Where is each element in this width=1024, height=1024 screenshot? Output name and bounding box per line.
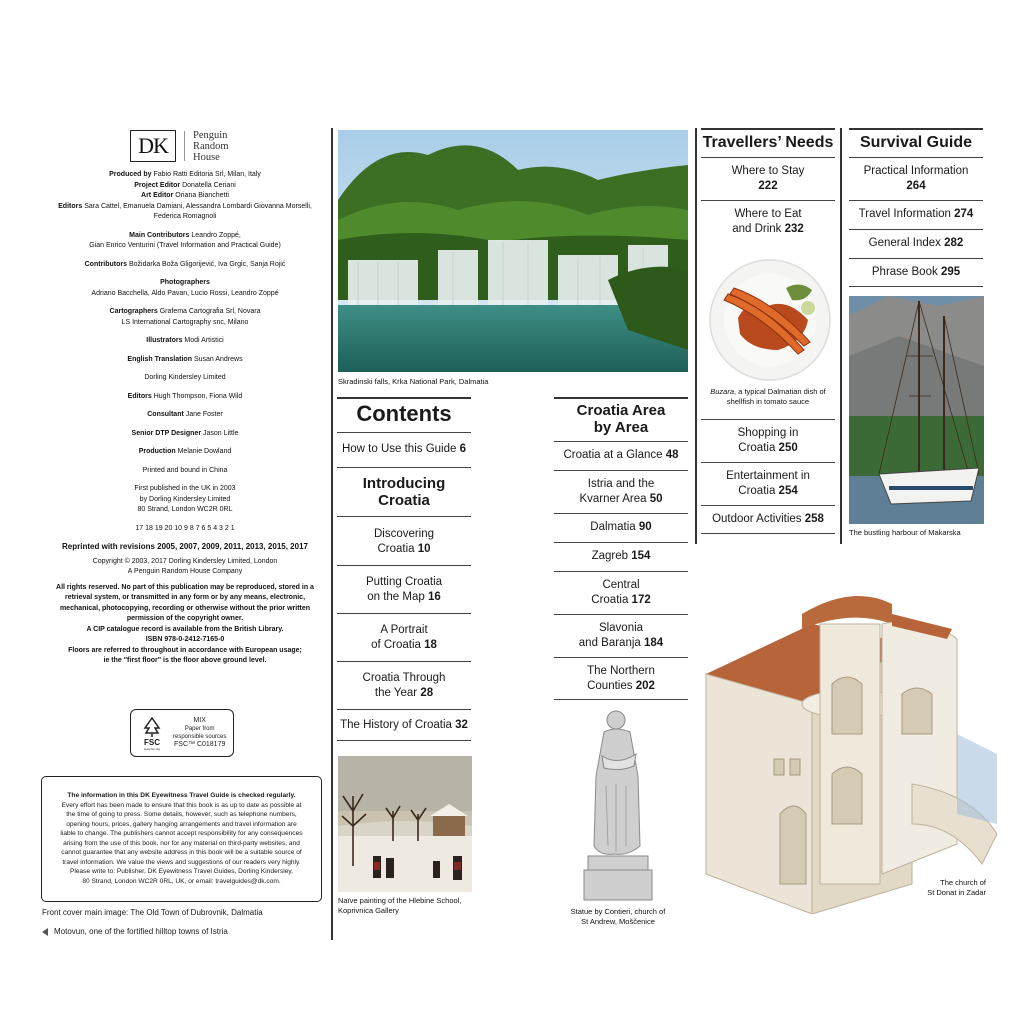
toc-page-number: 10 (417, 543, 431, 555)
toc-page-number: 16 (427, 591, 441, 603)
travellers-needs-column-lower (701, 419, 835, 539)
caption-line: Statue by Contieri, church of (570, 907, 666, 916)
fsc-line: responsible sources (173, 734, 227, 740)
toc-entry-central-croatia[interactable] (554, 578, 688, 608)
caption-line: Koprivnica Gallery (338, 906, 399, 915)
fsc-tree-icon (137, 716, 167, 751)
toc-entry-label: Counties (587, 680, 633, 692)
notice-line: travel information. We value the views and suggestions of our readers very highly. (62, 858, 301, 866)
toc-entry-where-to-eat[interactable] (701, 207, 835, 237)
section-heading-survival-guide: Survival Guide (859, 134, 973, 151)
divider (701, 505, 835, 506)
toc-entry-discovering[interactable] (337, 527, 471, 557)
credit-value: Hugh Thompson, Fiona Wild (153, 392, 243, 400)
section-heading-line: by Area (593, 419, 649, 436)
toc-entry-how-to-use[interactable] (337, 442, 471, 457)
cip-note: A CIP catalogue record is available from the British Library. (86, 625, 284, 633)
rights-text: retrieval system, or transmitted in any form or by any means, electronic, (64, 594, 306, 601)
divider (849, 128, 983, 130)
fsc-line: Paper from (184, 726, 215, 732)
credit-value: LS International Cartography snc, Milano (121, 318, 249, 326)
toc-page-number: 18 (424, 639, 437, 651)
divider (337, 432, 471, 433)
divider (554, 397, 688, 399)
toc-page-number: 28 (420, 687, 434, 699)
naive-caption (338, 896, 461, 916)
toc-entry-shopping[interactable] (701, 426, 835, 456)
toc-entry-putting-croatia[interactable] (337, 575, 471, 605)
contents-column (337, 397, 471, 742)
toc-entry-slavonia[interactable] (554, 621, 688, 651)
floors-note: Floors are referred to throughout in accordance with European usage; (68, 646, 302, 654)
fsc-code: FSC™ C018179 (174, 741, 226, 748)
divider (554, 470, 688, 471)
toc-entry-label: General Index (868, 237, 941, 249)
divider (337, 709, 471, 710)
toc-entry-label: Travel Information (858, 208, 951, 220)
credit-value: Melanie Dowland (177, 448, 232, 455)
credit-value: Fabio Ratti Editoria Srl, Milan, Italy (153, 171, 261, 178)
buzara-dish-image (708, 258, 832, 382)
caption-line: St Donat in Zadar (927, 888, 986, 897)
notice-heading: The information in this DK Eyewitness Travel Guide is checked regularly. (67, 792, 296, 799)
divider (554, 542, 688, 543)
divider (701, 200, 835, 201)
first-published: by Dorling Kindersley Limited (139, 495, 231, 503)
statue-caption (566, 907, 670, 927)
toc-entry-label: Kvarner Area (579, 493, 647, 505)
divider (849, 157, 983, 158)
divider (701, 419, 835, 420)
first-published: 80 Strand, London WC2R 0RL (137, 506, 233, 513)
credit-label: Photographers (160, 279, 210, 286)
dk-logo-mark: DK (130, 130, 176, 162)
divider (554, 699, 688, 700)
divider (554, 571, 688, 572)
credit-label: Cartographers (109, 308, 158, 315)
toc-page-number: 250 (778, 442, 798, 454)
toc-entry-phrase-book[interactable] (849, 265, 983, 280)
divider (849, 200, 983, 201)
fsc-badge (130, 709, 234, 757)
logo-divider (184, 131, 185, 161)
credit-value: Sara Cattel, Emanuela Damiani, Alessandra Lombardi Giovanna Morselli, (84, 202, 312, 210)
fsc-text (173, 717, 226, 749)
credit-label: Production (138, 448, 176, 455)
credit-value: Jason Little (203, 429, 239, 437)
divider (337, 467, 471, 468)
credit-label: Produced by (109, 171, 152, 178)
st-donat-caption (922, 878, 986, 898)
notice-line: Every effort has been made to ensure that this book is as up to date as possible at (61, 801, 302, 809)
rights-text: All rights reserved. No part of this publication may be reproduced, stored in a (56, 583, 314, 591)
toc-entry-entertainment[interactable] (701, 469, 835, 499)
toc-page-number: 264 (906, 180, 926, 192)
credit-value: Jane Foster (185, 411, 223, 418)
section-heading-introducing (337, 475, 471, 509)
credit-value: Donatella Ceriani (182, 181, 236, 189)
toc-entry-label: A Portrait (380, 624, 428, 636)
credit-label: Main Contributors (129, 231, 190, 239)
contents-title: Contents (356, 401, 452, 426)
buzara-caption (701, 387, 835, 407)
divider (849, 286, 983, 287)
toc-entry-practical-information[interactable] (849, 164, 983, 194)
statue-image (578, 706, 658, 904)
section-heading-line: Croatia Area (576, 402, 666, 419)
toc-entry-label: Croatia (738, 485, 776, 497)
divider (701, 128, 835, 130)
penguin-random-house-wordmark (193, 130, 229, 163)
credit-label: Senior DTP Designer (131, 429, 202, 437)
toc-entry-label: on the Map (367, 591, 425, 603)
credit-value: Gian Enrico Venturini (Travel Information and Practical Guide) (89, 242, 281, 249)
divider (701, 157, 835, 158)
credit-value: Dorling Kindersley Limited (144, 374, 226, 381)
toc-entry-history[interactable] (337, 718, 471, 733)
left-arrow-icon (42, 928, 48, 936)
notice-line: 80 Strand, London WC2R 0RL, UK, or email: travelguides@dk.com. (82, 877, 281, 885)
information-notice-box (41, 776, 322, 902)
toc-entry-label: Entertainment in (726, 470, 810, 482)
motovun-caption-text: Motovun, one of the fortified hilltop towns of Istria (54, 927, 228, 936)
rights-text: permission of the copyright owner. (126, 615, 244, 622)
toc-page-number: 222 (758, 180, 778, 192)
toc-page-number: 184 (644, 637, 664, 649)
toc-entry-label: Croatia (591, 594, 629, 606)
caption-line: St Andrew, Moščenice (581, 917, 655, 926)
credit-value: Modi Artistici (184, 337, 224, 344)
toc-page-number: 154 (631, 550, 651, 562)
divider (701, 533, 835, 534)
toc-entry-label: Where to Stay (731, 165, 805, 177)
divider (554, 513, 688, 514)
imprint-credits (50, 170, 320, 667)
section-heading-travellers-needs: Travellers’ Needs (702, 134, 834, 151)
toc-page-number: 282 (944, 237, 964, 249)
notice-line: arising from the use of this book, nor for any material on third-party websites, and (63, 839, 300, 847)
toc-entry-label: Where to Eat (734, 208, 802, 220)
toc-entry-label: Dalmatia (590, 521, 636, 533)
section-heading-line: Croatia (378, 492, 430, 509)
credit-label: Consultant (147, 411, 184, 418)
dk-logo (130, 128, 280, 164)
toc-entry-label: Croatia Through (362, 672, 446, 684)
credit-label: English Translation (127, 355, 192, 363)
credit-value: Susan Andrews (193, 355, 243, 363)
motovun-caption (42, 927, 228, 936)
toc-entry-istria[interactable] (554, 477, 688, 507)
publisher-line: House (193, 151, 220, 163)
credit-label: Contributors (84, 260, 128, 268)
column-rule (840, 128, 842, 544)
reprint-note: Reprinted with revisions 2005, 2007, 2009, 2011, 2013, 2015, 2017 (62, 542, 308, 551)
section-heading-area (554, 402, 688, 436)
credit-label: Editors (58, 202, 83, 210)
floors-note: ie the "first floor" is the floor above ground level. (103, 657, 267, 664)
divider (554, 657, 688, 658)
credit-value: Federica Romagnoli (153, 213, 217, 220)
krka-caption: Skradinski falls, Krka National Park, Dalmatia (338, 377, 489, 386)
toc-entry-label: Discovering (373, 528, 435, 540)
caption-italic: Buzara (710, 387, 735, 396)
toc-entry-label: and Drink (732, 223, 782, 235)
toc-entry-label: Zagreb (591, 550, 629, 562)
toc-entry-label: Croatia (377, 543, 415, 555)
makarska-caption: The bustling harbour of Makarska (849, 528, 961, 537)
naive-painting-image (338, 756, 472, 892)
notice-line: cannot guarantee that any website address in this book will be a suitable source of (61, 849, 302, 856)
credit-value: Božidarka Boža Gligorijević, Iva Grgic, Sanja Rojić (128, 260, 286, 268)
toc-page-number: 6 (459, 443, 467, 455)
divider (337, 740, 471, 741)
credit-value: Oriana Bianchetti (175, 192, 229, 199)
toc-page-number: 172 (631, 594, 651, 606)
toc-page-number: 202 (635, 680, 655, 692)
toc-entry-label: Putting Croatia (365, 576, 443, 588)
print-line: 17 18 19 20 10 9 8 7 6 5 4 3 2 1 (135, 524, 235, 532)
toc-entry-label: Practical Information (863, 165, 969, 177)
survival-guide-column (849, 128, 983, 290)
caption-line: The church of (940, 878, 986, 887)
credit-label: Illustrators (146, 337, 183, 344)
toc-entry-label: Croatia at a Glance (563, 449, 663, 461)
toc-entry-label: Shopping in (737, 427, 799, 439)
toc-page-number: 254 (778, 485, 798, 497)
rights-text: mechanical, photocopying, recording or otherwise without the prior written (59, 604, 311, 612)
toc-entry-label: the Year (374, 687, 418, 699)
credit-value: Grafema Cartografia Srl, Novara (159, 308, 261, 315)
publisher-line: Penguin (193, 129, 228, 141)
first-published: First published in the UK in 2003 (134, 485, 236, 492)
toc-page-number: 295 (940, 266, 961, 278)
toc-page-number: 274 (954, 208, 974, 220)
divider (337, 661, 471, 662)
column-rule (331, 128, 333, 940)
toc-page-number: 48 (665, 449, 679, 461)
printed-note: Printed and bound in China (142, 466, 228, 474)
fsc-label: FSC (144, 737, 160, 747)
caption-line: , a typical Dalmatian dish of (734, 387, 826, 396)
fsc-url: www.fsc.org (143, 746, 161, 751)
column-rule (695, 128, 697, 544)
toc-page-number: 258 (804, 513, 824, 525)
publisher-line: Random (193, 140, 229, 152)
toc-entry-label: The History of Croatia (340, 719, 452, 731)
toc-entry-zagreb[interactable] (554, 549, 688, 564)
section-heading-line: Introducing (362, 475, 446, 492)
credit-label: Project Editor (134, 181, 181, 189)
toc-entry-travel-information[interactable] (849, 207, 983, 222)
divider (554, 614, 688, 615)
divider (554, 441, 688, 442)
toc-entry-label: Slavonia (598, 622, 644, 634)
credit-value: Leandro Zoppé, (191, 231, 241, 239)
divider (849, 258, 983, 259)
area-by-area-column (554, 397, 688, 701)
isbn: ISBN 978-0-2412-7165-0 (145, 636, 225, 643)
toc-page-number: 232 (784, 223, 804, 235)
toc-entry-northern-counties[interactable] (554, 664, 688, 694)
toc-entry-label: Istria and the (587, 478, 655, 490)
credit-value: Adriano Bacchella, Aldo Pavan, Lucio Rossi, Leandro Zoppé (91, 289, 279, 297)
toc-entry-label: Phrase Book (871, 266, 938, 278)
credit-label: Editors (127, 392, 152, 400)
notice-line: opening hours, prices, gallery hanging arrangements and travel information are (66, 820, 297, 828)
toc-entry-where-to-stay[interactable] (701, 164, 835, 194)
toc-entry-label: and Baranja (578, 637, 641, 649)
tree-check-icon (141, 716, 163, 738)
makarska-harbour-photo (849, 296, 984, 524)
toc-entry-outdoor-activities[interactable] (701, 512, 835, 527)
divider (337, 516, 471, 517)
toc-page-number: 50 (649, 493, 663, 505)
copyright: Copyright © 2003, 2017 Dorling Kindersley Limited, London (92, 557, 278, 565)
toc-entry-at-a-glance[interactable] (554, 448, 688, 463)
fsc-mix: MIX (193, 717, 206, 724)
toc-entry-dalmatia[interactable] (554, 520, 688, 535)
toc-entry-portrait[interactable] (337, 623, 471, 653)
toc-entry-label: The Northern (587, 665, 655, 677)
company: A Penguin Random House Company (127, 568, 243, 575)
credit-label: Art Editor (141, 192, 174, 199)
notice-line: liable to change. The publishers cannot accept responsibility for any consequences (60, 830, 303, 837)
divider (337, 397, 471, 399)
krka-waterfall-photo (338, 130, 688, 372)
toc-entry-label: How to Use this Guide (341, 443, 457, 455)
divider (849, 229, 983, 230)
toc-page-number: 32 (455, 719, 468, 731)
caption-line: shellfish in tomato sauce (726, 397, 810, 406)
notice-line: the time of going to press. Some details, however, such as telephone numbers, (66, 811, 297, 818)
caption-line: Naïve painting of the Hlebine School, (338, 896, 462, 905)
toc-entry-general-index[interactable] (849, 236, 983, 251)
toc-entry-label: of Croatia (371, 639, 421, 651)
cover-caption: Front cover main image: The Old Town of Dubrovnik, Dalmatia (42, 908, 263, 917)
divider (701, 462, 835, 463)
toc-entry-through-the-year[interactable] (337, 671, 471, 701)
toc-entry-label: Outdoor Activities (712, 513, 802, 525)
toc-page-number: 90 (638, 521, 652, 533)
st-donat-church-illustration (702, 584, 1002, 914)
notice-line: Please write to: Publisher, DK Eyewitness Travel Guides, Dorling Kindersley, (69, 868, 294, 875)
toc-entry-label: Croatia (738, 442, 776, 454)
toc-entry-label: Central (602, 579, 640, 591)
divider (337, 613, 471, 614)
divider (337, 565, 471, 566)
